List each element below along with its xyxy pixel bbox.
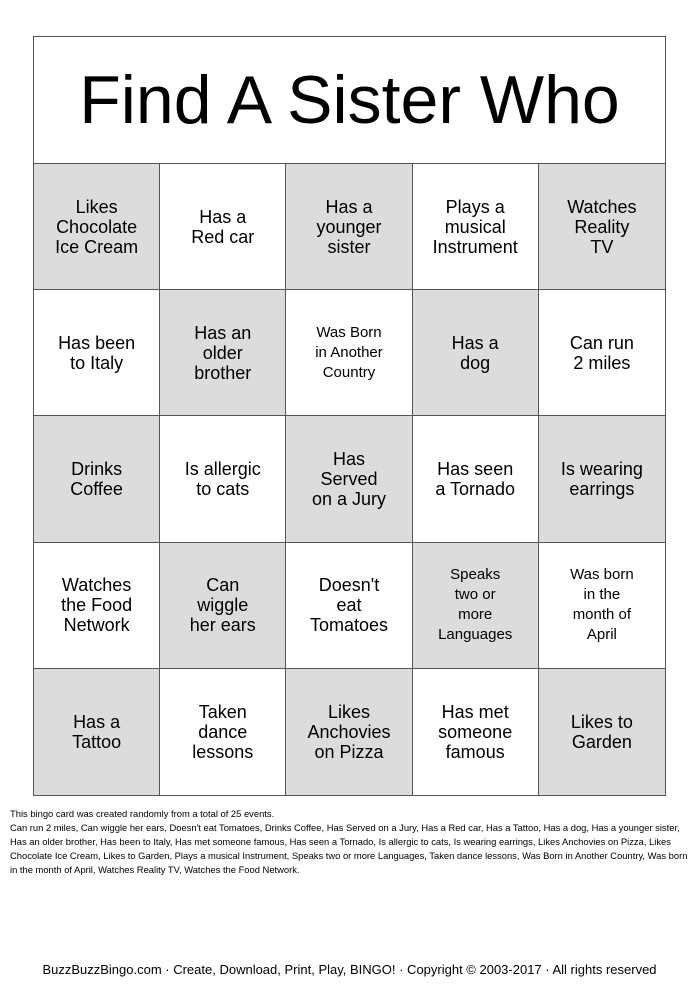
bingo-cell: Watches the Food Network bbox=[34, 543, 160, 669]
bingo-cell: Can wiggle her ears bbox=[160, 543, 286, 669]
bingo-cell: Likes Chocolate Ice Cream bbox=[34, 164, 160, 290]
bingo-cell: Likes Anchovies on Pizza bbox=[286, 669, 412, 795]
page-footer: BuzzBuzzBingo.com · Create, Download, Print, Play, BINGO! · Copyright © 2003-2017 · All rights reserved bbox=[42, 962, 657, 977]
bingo-cell: Is wearing earrings bbox=[539, 416, 665, 542]
bingo-cell: Speaks two or more Languages bbox=[413, 543, 539, 669]
bingo-cell: Has met someone famous bbox=[413, 669, 539, 795]
bingo-cell: Has an older brother bbox=[160, 290, 286, 416]
bingo-cell: Plays a musical Instrument bbox=[413, 164, 539, 290]
bingo-cell: Has a Tattoo bbox=[34, 669, 160, 795]
bingo-cell: Can run 2 miles bbox=[539, 290, 665, 416]
bingo-cell: Watches Reality TV bbox=[539, 164, 665, 290]
bingo-cell: Doesn't eat Tomatoes bbox=[286, 543, 412, 669]
bingo-cell: Has a dog bbox=[413, 290, 539, 416]
bingo-cell: Has Served on a Jury bbox=[286, 416, 412, 542]
bingo-cell: Has a Red car bbox=[160, 164, 286, 290]
card-title: Find A Sister Who bbox=[34, 37, 665, 164]
bingo-cell: Has been to Italy bbox=[34, 290, 160, 416]
bingo-card bbox=[33, 36, 666, 796]
bingo-grid bbox=[34, 164, 665, 795]
bingo-cell: Drinks Coffee bbox=[34, 416, 160, 542]
bingo-cell: Was Born in Another Country bbox=[286, 290, 412, 416]
info-event-list: Can run 2 miles, Can wiggle her ears, Doesn't eat Tomatoes, Drinks Coffee, Has Served on a Jury, Has a Red car, Has a Tattoo, Has a dog, Has a younger sister, Has an older brother, Has been to Italy, Has met someone famous, Has seen a Tornado, Is allergic to cats, Is wearing earrings, Likes Anchovies on Pizza, Likes Chocolate Ice Cream, Likes to Garden, Plays a musical Instrument, Speaks two or more Languages, Taken dance lessons, Was Born in Another Country, Was born in the month of April, Watches Reality TV, Watches the Food Network. bbox=[10, 822, 688, 875]
bingo-cell: Has a younger sister bbox=[286, 164, 412, 290]
bingo-cell: Was born in the month of April bbox=[539, 543, 665, 669]
info-summary: This bingo card was created randomly from a total of 25 events. bbox=[10, 808, 275, 819]
bingo-cell: Is allergic to cats bbox=[160, 416, 286, 542]
card-info bbox=[10, 807, 690, 877]
bingo-cell: Has seen a Tornado bbox=[413, 416, 539, 542]
bingo-cell: Taken dance lessons bbox=[160, 669, 286, 795]
bingo-cell: Likes to Garden bbox=[539, 669, 665, 795]
